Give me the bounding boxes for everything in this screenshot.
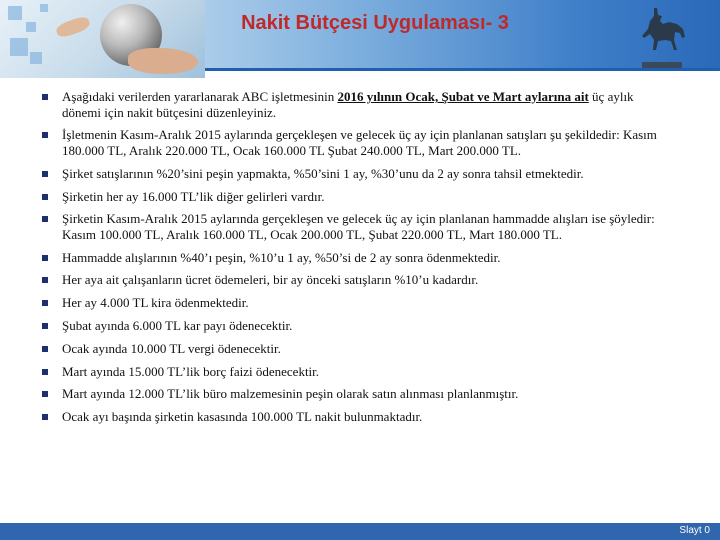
- item-text: Hammadde alışlarının %40’ı peşin, %10’u 1 ay, %50’si de 2 ay sonra ödenmektedir.: [62, 249, 501, 265]
- item-text: üç aylık dönemi için nakit bütçesini düzenleyiniz.: [62, 89, 634, 120]
- list-item: [42, 409, 668, 425]
- horse-statue-icon: [624, 2, 696, 70]
- bullet-list: [42, 89, 668, 432]
- item-text: Şirketin her ay 16.000 TL’lik diğer gelirleri vardır.: [62, 188, 325, 204]
- list-item: [42, 386, 668, 402]
- list-item: [42, 272, 668, 288]
- bullet-icon: [42, 323, 48, 329]
- bullet-icon: [42, 391, 48, 397]
- bullet-icon: [42, 369, 48, 375]
- slide-number: Slayt 0: [679, 525, 710, 536]
- item-text: Ocak ayında 10.000 TL vergi ödenecektir.: [62, 340, 281, 356]
- item-text: Her aya ait çalışanların ücret ödemeleri, bir ay önceki satışların %10’u kadardır.: [62, 272, 479, 288]
- bullet-icon: [42, 255, 48, 261]
- list-item: [42, 189, 668, 205]
- footer-bar: [0, 523, 720, 540]
- hand-shape: [55, 15, 92, 40]
- item-text: Şirketin Kasım-Aralık 2015 aylarında gerçekleşen ve gelecek üç ay için planlanan hammadde alışları ise şöyledir: Kasım 100.000 TL, Aralık 160.000 TL, Ocak 200.000 TL, Şubat 220.000 TL, Mart 180.000 TL.: [62, 211, 655, 242]
- list-item: [42, 166, 668, 182]
- list-item: [42, 127, 668, 158]
- list-item: [42, 211, 668, 242]
- item-text: Şirket satışlarının %20’sini peşin yapmakta, %50’sini 1 ay, %30’unu da 2 ay sonra tahsil etmektedir.: [62, 165, 584, 181]
- item-text: Mart ayında 12.000 TL’lik büro malzemesinin peşin olarak satın alınması planlanmıştır.: [62, 386, 519, 402]
- item-text: Aşağıdaki verilerden yararlanarak ABC işletmesinin: [62, 89, 338, 104]
- bullet-icon: [42, 194, 48, 200]
- decor-square: [8, 6, 22, 20]
- item-text: İşletmenin Kasım-Aralık 2015 aylarında gerçekleşen ve gelecek üç ay için planlanan satışları şu şekildedir: Kasım 180.000 TL, Aralık 220.000 TL, Ocak 160.000 TL Şubat 240.000 TL, Mart 200.000 TL.: [62, 127, 657, 158]
- list-item: [42, 364, 668, 380]
- bullet-icon: [42, 94, 48, 100]
- list-item: [42, 341, 668, 357]
- item-emphasis: 2016 yılının Ocak, Şubat ve Mart aylarına ait: [337, 89, 589, 104]
- decor-square: [40, 4, 48, 12]
- decor-square: [10, 38, 28, 56]
- item-text: Şubat ayında 6.000 TL kar payı ödenecektir.: [62, 318, 293, 334]
- bullet-icon: [42, 132, 48, 138]
- bullet-icon: [42, 346, 48, 352]
- decor-square: [30, 52, 42, 64]
- item-text: Mart ayında 15.000 TL’lik borç faizi ödenecektir.: [62, 363, 320, 379]
- page-title: Nakit Bütçesi Uygulaması- 3: [241, 12, 509, 34]
- item-text: Her ay 4.000 TL kira ödenmektedir.: [62, 295, 249, 311]
- bullet-icon: [42, 414, 48, 420]
- bullet-icon: [42, 216, 48, 222]
- header-banner: [0, 0, 720, 75]
- list-item: [42, 250, 668, 266]
- bullet-icon: [42, 171, 48, 177]
- bullet-icon: [42, 277, 48, 283]
- bullet-icon: [42, 300, 48, 306]
- decor-square: [26, 22, 36, 32]
- list-item: [42, 89, 668, 120]
- item-text: Ocak ayı başında şirketin kasasında 100.000 TL nakit bulunmaktadır.: [62, 409, 423, 425]
- globe-hands-image: [0, 0, 205, 78]
- hand-shape: [128, 48, 198, 74]
- list-item: [42, 318, 668, 334]
- list-item: [42, 295, 668, 311]
